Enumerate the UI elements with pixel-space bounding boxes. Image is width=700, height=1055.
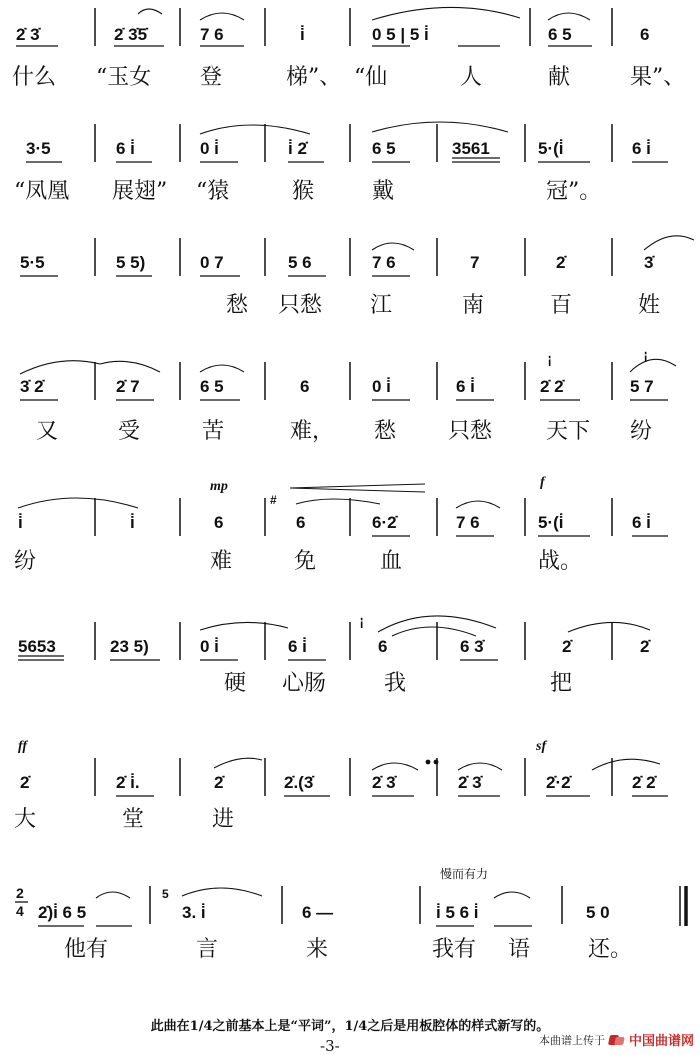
lyric: 我 [384, 671, 407, 696]
lyric: 语 [508, 937, 531, 962]
system-1 [12, 7, 685, 90]
measure-5: 5 0 [586, 903, 610, 922]
measure-7: 2̇ [562, 637, 572, 656]
measure-1: 3·5 [26, 139, 51, 158]
measure-1: i̇ [18, 513, 23, 532]
measure-4: 6 [300, 377, 310, 396]
lyric-row [12, 65, 685, 90]
time-signature [15, 885, 28, 919]
lyric: 堂 [122, 807, 145, 832]
grace-note: i̇ [548, 355, 552, 369]
measure-1: 3̇ 2̇ [20, 377, 44, 396]
lyric: 言 [196, 937, 219, 962]
measure-5: 6·2̇ [372, 513, 397, 532]
measure-8: 6 i̇ [632, 513, 651, 532]
lyric: 展翅” [112, 179, 168, 204]
measure-7: 2̇·2̇ [546, 773, 571, 792]
measure-2: 5 5) [116, 253, 146, 272]
site-logo-icon [609, 1033, 625, 1047]
measure-6: 2̇ 3̇ [458, 773, 482, 792]
measure-3: 7 6 [200, 25, 224, 44]
lyric: 苦 [202, 419, 225, 444]
lyric: 只愁 [448, 419, 493, 444]
slur [456, 501, 500, 508]
system-7 [14, 739, 668, 832]
lyric: 来 [306, 937, 329, 962]
dynamic-ff: ff [18, 739, 28, 754]
watermark [539, 1030, 694, 1049]
lyric: 还。 [588, 937, 633, 962]
measure-2: 3. i̇ [182, 903, 206, 922]
measure-4: 5 6 [288, 253, 312, 272]
slur [20, 361, 160, 374]
lyric-row [64, 937, 632, 962]
slur [458, 763, 502, 770]
measure-7: 5·(i̇ [538, 513, 564, 532]
lyric: 愁 [226, 293, 249, 318]
lyric-row [226, 293, 660, 318]
measure-3: 6 [214, 513, 224, 532]
measure-5: 6 [378, 637, 388, 656]
system-8 [15, 866, 686, 962]
dynamic-sf: sf [536, 739, 547, 754]
slur [392, 627, 476, 636]
system-5 [14, 475, 668, 574]
page-number: -3- [320, 1037, 340, 1055]
measure-4: 6 i̇ [288, 637, 307, 656]
crescendo-hairpin [290, 484, 425, 488]
lyric: 心肠 [282, 671, 327, 696]
measure-4: i̇ 5 6 i̇ [436, 903, 479, 922]
lyric: 江 [370, 293, 393, 318]
measure-3: 6 5 [200, 377, 224, 396]
measure-4: 2̇.(3̇ [284, 773, 314, 792]
system-6 [18, 616, 651, 696]
lyric-row [14, 549, 582, 574]
lyric: 人 [460, 65, 483, 90]
measure-3: 0 i̇ [200, 637, 219, 656]
lyric: 我有 [432, 937, 477, 962]
slur [494, 892, 530, 898]
watermark-site: 中国曲谱网 [628, 1034, 694, 1049]
slur [548, 13, 590, 20]
crescendo-hairpin [290, 488, 425, 492]
measure-8: 6 i̇ [632, 139, 651, 158]
measure-6: 7 6 [456, 513, 480, 532]
slur [96, 892, 130, 898]
lyric: “仙 [354, 65, 388, 90]
slur [200, 125, 310, 134]
lyric: 什么 [12, 65, 57, 90]
notation-row [18, 493, 668, 536]
slur [138, 9, 162, 14]
measure-4: i̇ [300, 25, 305, 44]
slur [630, 359, 676, 372]
lyric: 他有 [64, 937, 109, 962]
notation-row [20, 236, 694, 276]
measure-6: 6 i̇ [456, 377, 475, 396]
measure-7: 2̇ 2̇ [540, 377, 564, 396]
measure-4: i̇ 2̇ [288, 139, 307, 158]
measure-3: 6 — [302, 903, 334, 922]
measure-5: 0 i̇ [372, 377, 391, 396]
slur [372, 7, 520, 20]
lyric: 纷 [630, 419, 653, 444]
notation-row [16, 7, 649, 46]
lyric: “玉女 [96, 65, 152, 90]
lyric: 百 [550, 293, 573, 318]
grace-note: i̇ [360, 617, 364, 631]
measure-1: 5653 [18, 637, 56, 656]
lyric: 难， [290, 419, 335, 444]
measure-2: 2̇ i̇. [116, 773, 140, 792]
time-signature-bottom: 4 [16, 903, 24, 919]
lyric: 南 [462, 293, 485, 318]
measure-3: 0 i̇ [200, 139, 219, 158]
measure-2: i̇ [130, 513, 135, 532]
lyric: 进 [212, 807, 235, 832]
lyric: “凤凰 [14, 179, 70, 204]
sharp-grace-note: # [270, 493, 277, 507]
time-signature-top: 2 [16, 885, 24, 901]
lyric-row [224, 671, 572, 696]
dynamic-mp: mp [210, 479, 228, 494]
slur [372, 763, 418, 770]
fermata-dot [434, 760, 439, 765]
lyric: 冠”。 [546, 179, 602, 204]
measure-6: 3561 [452, 139, 490, 158]
lyric: 纷 [14, 549, 37, 574]
slur [182, 888, 262, 896]
lyric: 猴 [292, 179, 315, 204]
slur [214, 758, 262, 768]
system-4 [20, 350, 676, 444]
measure-5: 2̇ 3̇ [372, 773, 396, 792]
measure-5: 7 6 [372, 253, 396, 272]
measure-5: 6 5 [372, 139, 396, 158]
measure-2: 2̇ 7 [116, 377, 140, 396]
grace-note: 5 [162, 887, 169, 901]
measure-7: 2̇ [556, 253, 566, 272]
measure-6: 6 5 [548, 25, 572, 44]
measure-7: 6 [640, 25, 650, 44]
lyric: 登 [200, 65, 223, 90]
lyric: 献 [548, 65, 571, 90]
dynamic-f: f [540, 475, 545, 490]
slur [372, 122, 508, 132]
lyric: 把 [550, 671, 573, 696]
slur [200, 13, 244, 20]
measure-8: 2̇ [640, 637, 650, 656]
notation-row [26, 122, 668, 162]
slur [18, 498, 138, 508]
measure-3: 0 7 [200, 253, 224, 272]
lyric: 梯”、 [286, 65, 342, 90]
measure-1: 2̇ 3̇ [16, 25, 40, 44]
measure-1: 2̇)i̇ 6 5 [38, 903, 87, 922]
lyric: 戴 [372, 179, 395, 204]
slur [200, 622, 288, 630]
measure-8: 3̇ [644, 253, 654, 272]
slur [568, 622, 650, 632]
slur [372, 243, 414, 250]
lyric: 难 [210, 549, 233, 574]
measure-8: 2̇ 2̇ [632, 773, 656, 792]
measure-7: 5·(i̇ [538, 139, 564, 158]
measure-6: 7 [470, 253, 480, 272]
slur [592, 759, 660, 770]
measure-1: 2̇ [20, 773, 30, 792]
measure-1: 5·5 [20, 253, 45, 272]
watermark-prefix: 本曲谱上传于 [538, 1033, 605, 1047]
lyric: 大 [14, 807, 37, 832]
measure-2: 2̇ 3̇5̇ [114, 25, 148, 44]
lyric-row [36, 419, 652, 444]
system-3 [20, 236, 694, 318]
notation-row [38, 886, 686, 926]
notation-row [18, 616, 651, 660]
lyric-row [14, 807, 234, 832]
lyric-row [14, 179, 601, 204]
slur [200, 365, 244, 372]
lyric: 免 [294, 549, 317, 574]
lyric: 果”、 [630, 65, 686, 90]
notation-row [20, 758, 668, 796]
tempo-marking: 慢而有力 [440, 867, 489, 881]
footnote: 此曲在1/4之前基本上是“平词”，1/4之后是用板腔体的样式新写的。 [150, 1019, 550, 1034]
slur [644, 236, 694, 250]
lyric: 愁 [374, 419, 397, 444]
measure-2: 23 5) [110, 637, 149, 656]
lyric: 姓 [638, 293, 661, 318]
fermata-dot [426, 760, 431, 765]
lyric: 只愁 [278, 293, 323, 318]
slur [296, 499, 380, 504]
measure-5: 0 5 | 5 i̇ [372, 25, 429, 44]
lyric: “猿 [196, 179, 230, 204]
lyric: 战。 [538, 549, 583, 574]
lyric: 又 [36, 419, 59, 444]
measure-6: 6 3̇ [460, 637, 484, 656]
measure-4: 6 [296, 513, 306, 532]
notation-row [20, 350, 676, 400]
measure-2: 6 i̇ [116, 139, 135, 158]
measure-8: 5 7 [630, 377, 654, 396]
lyric: 天下 [546, 419, 591, 444]
lyric: 受 [118, 419, 141, 444]
system-2 [14, 122, 668, 204]
measure-3: 2̇ [214, 773, 224, 792]
lyric: 硬 [224, 671, 247, 696]
grace-note: i̇ [644, 351, 648, 365]
lyric: 血 [380, 549, 403, 574]
